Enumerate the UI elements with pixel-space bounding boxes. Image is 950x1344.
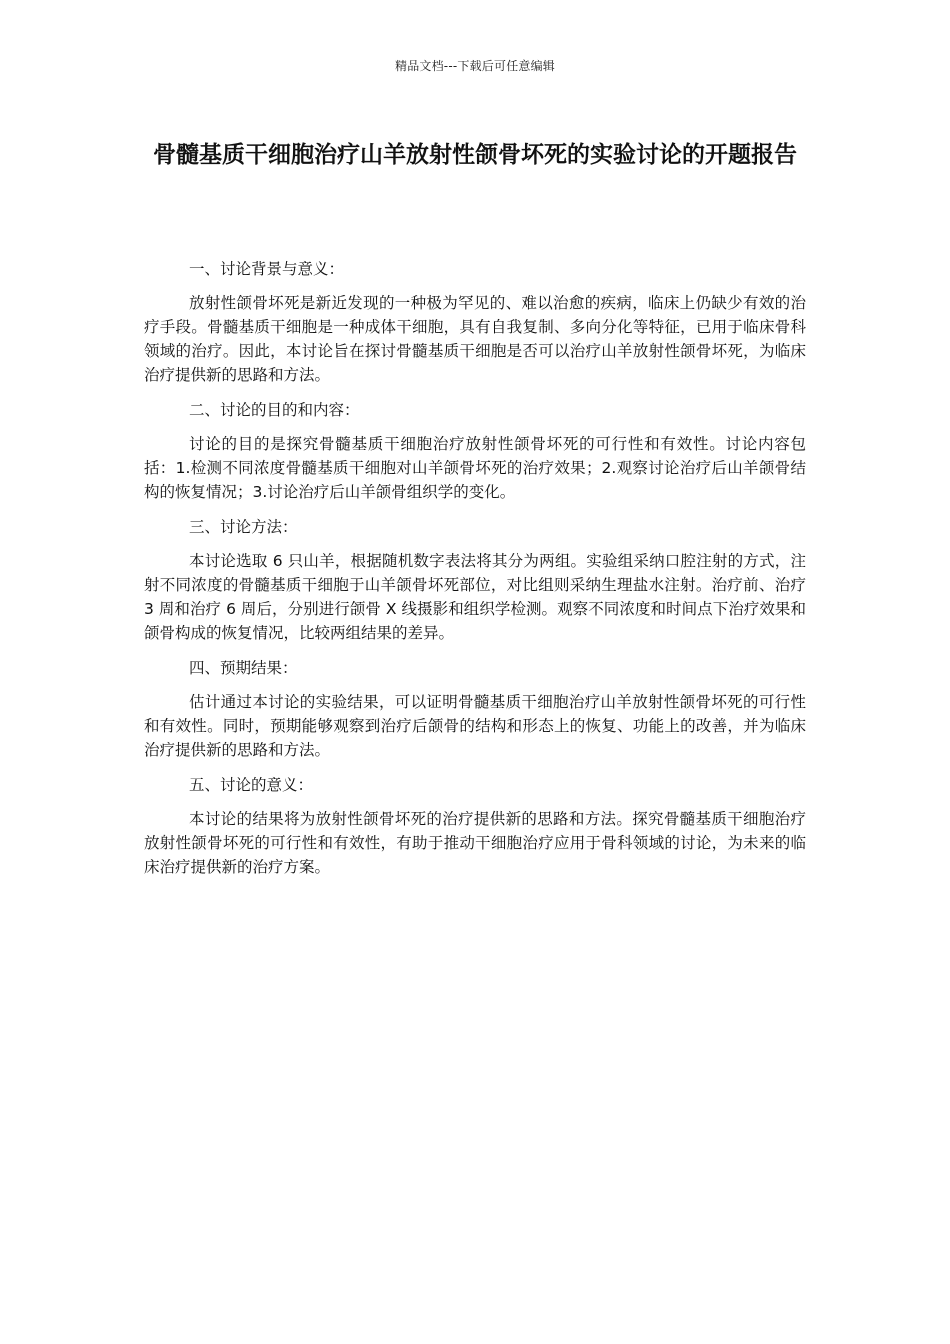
section-body-significance: 本讨论的结果将为放射性颌骨坏死的治疗提供新的思路和方法。探究骨髓基质干细胞治疗放射性颌骨坏死的可行性和有效性，有助于推动干细胞治疗应用于骨科领域的讨论，为未来的临床治疗提供新的治疗方案。 <box>144 810 806 876</box>
section-body-background: 放射性颌骨坏死是新近发现的一种极为罕见的、难以治愈的疾病，临床上仍缺少有效的治疗手段。骨髓基质干细胞是一种成体干细胞，具有自我复制、多向分化等特征，已用于临床骨科领域的治疗。因此，本讨论旨在探讨骨髓基质干细胞是否可以治疗山羊放射性颌骨坏死，为临床治疗提供新的思路和方法。 <box>144 294 806 384</box>
document-title: 骨髓基质干细胞治疗山羊放射性颌骨坏死的实验讨论的开题报告 <box>153 142 797 168</box>
header-note: 精品文档---下载后可任意编辑 <box>395 59 555 73</box>
section-heading-background: 一、讨论背景与意义： <box>189 260 345 278</box>
section-heading-significance: 五、讨论的意义： <box>189 776 314 794</box>
section-body-expected-results: 估计通过本讨论的实验结果，可以证明骨髓基质干细胞治疗山羊放射性颌骨坏死的可行性和有效性。同时，预期能够观察到治疗后颌骨的结构和形态上的恢复、功能上的改善，并为临床治疗提供新的思路和方法。 <box>144 693 806 759</box>
section-body-methods: 本讨论选取 6 只山羊，根据随机数字表法将其分为两组。实验组采纳口腔注射的方式，注射不同浓度的骨髓基质干细胞于山羊颌骨坏死部位，对比组则采纳生理盐水注射。治疗前、治疗 3 周和治疗 6 周后，分别进行颌骨 X 线摄影和组织学检测。观察不同浓度和时间点下治疗效果和颌骨构成的恢复情况，比较两组结果的差异。 <box>144 552 806 642</box>
section-body-purpose: 讨论的目的是探究骨髓基质干细胞治疗放射性颌骨坏死的可行性和有效性。讨论内容包括：1.检测不同浓度骨髓基质干细胞对山羊颌骨坏死的治疗效果；2.观察讨论治疗后山羊颌骨结构的恢复情况；3.讨论治疗后山羊颌骨组织学的变化。 <box>144 435 806 501</box>
section-heading-expected-results: 四、预期结果： <box>189 659 298 677</box>
section-heading-purpose: 二、讨论的目的和内容： <box>189 401 360 419</box>
section-heading-methods: 三、讨论方法： <box>189 518 298 536</box>
document-body <box>144 257 806 890</box>
